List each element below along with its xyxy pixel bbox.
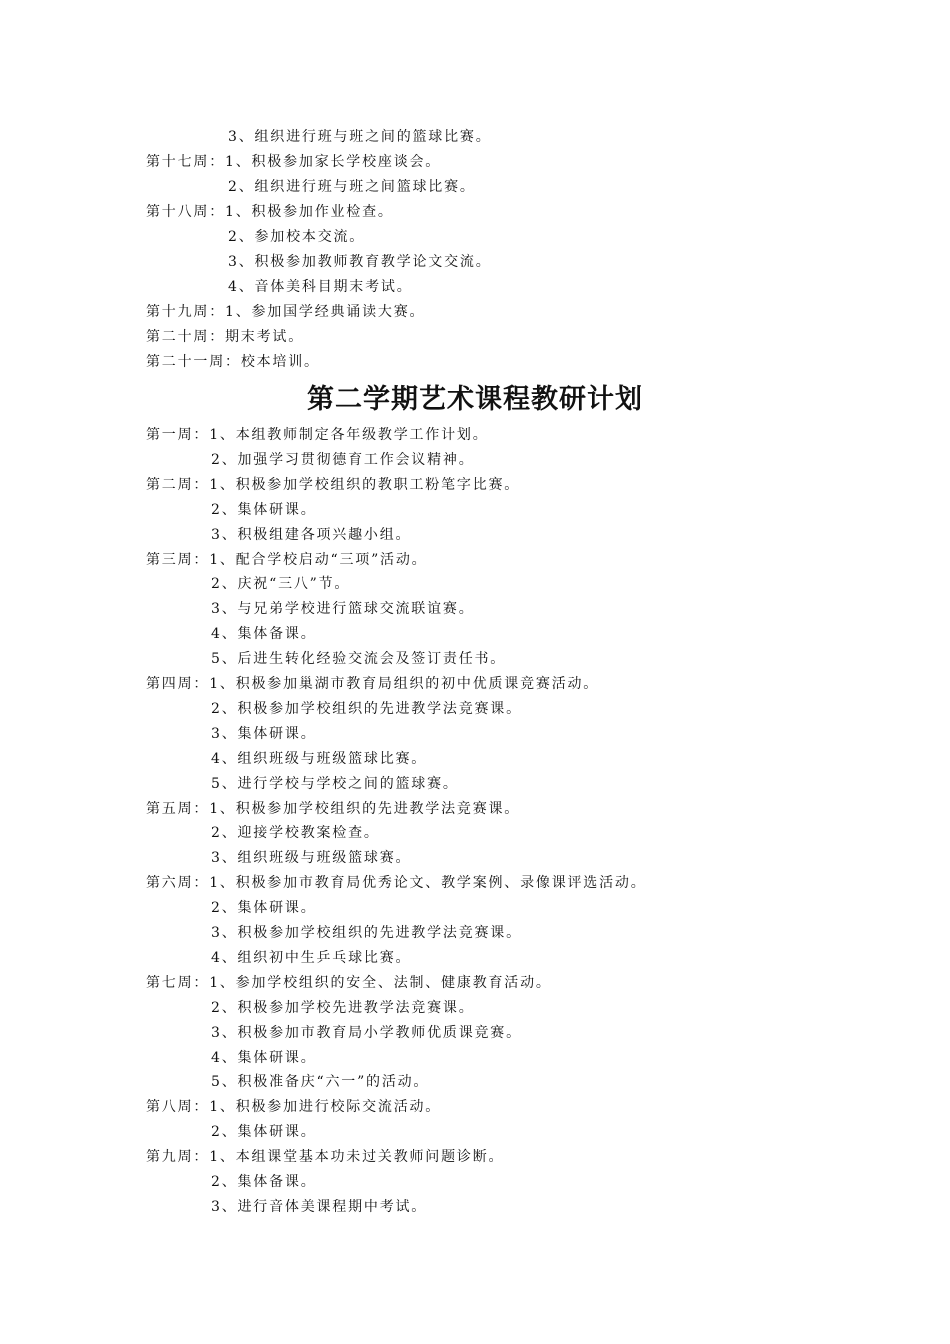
plan-item-text: 1、积极参加市教育局优秀论文、教学案例、录像课评选活动。	[209, 875, 647, 892]
plan-item-text: 2、积极参加学校先进教学法竞赛课。	[211, 999, 475, 1016]
plan-item-text: 3、积极参加教师教育教学论文交流。	[228, 254, 492, 270]
plan-item-text: 1、积极参加进行校际交流活动。	[209, 1099, 442, 1116]
week-label: 第四周：	[146, 676, 210, 692]
plan-item-text: 2、集体研课。	[211, 501, 317, 518]
plan-line	[146, 423, 489, 448]
plan-item-text: 2、庆祝“三八”节。	[211, 576, 351, 593]
plan-item-text: 3、积极参加市教育局小学教师优质课竞赛。	[211, 1024, 522, 1041]
week-label: 第二周：	[146, 476, 210, 493]
plan-item-text: 3、积极参加学校组织的先进教学法竞赛课。	[211, 925, 522, 941]
plan-item-text: 1、积极参加学校组织的先进教学法竞赛课。	[209, 800, 521, 817]
plan-item-text: 2、加强学习贯彻德育工作会议精神。	[211, 451, 475, 468]
week-label: 第六周：	[146, 875, 210, 892]
plan-item-text: 1、积极参加家长学校座谈会。	[225, 154, 442, 170]
plan-item-text: 1、积极参加学校组织的教职工粉笔字比赛。	[209, 476, 521, 493]
week-label: 第十八周：	[146, 204, 225, 220]
week-label: 第十九周：	[146, 304, 225, 320]
plan-line	[146, 200, 394, 225]
plan-item-text: 5、后进生转化经验交流会及签订责任书。	[211, 651, 507, 668]
plan-item-text: 3、与兄弟学校进行篮球交流联谊赛。	[211, 601, 475, 618]
plan-item-text: 1、配合学校启动“三项”活动。	[209, 551, 428, 568]
plan-item-text: 2、组织进行班与班之间篮球比赛。	[228, 179, 476, 195]
plan-line	[146, 797, 520, 822]
plan-item-text: 2、参加校本交流。	[228, 229, 366, 245]
plan-item-text: 3、组织班级与班级篮球赛。	[211, 850, 412, 867]
week-label: 第九周：	[146, 1149, 210, 1166]
plan-line	[146, 150, 441, 175]
plan-item-text: 3、进行音体美课程期中考试。	[211, 1198, 428, 1215]
plan-item-text: 1、本组课堂基本功未过关教师问题诊断。	[209, 1149, 505, 1166]
plan-item-text: 校本培训。	[240, 354, 320, 370]
plan-item-text: 5、积极准备庆“六一”的活动。	[211, 1074, 430, 1091]
plan-item-text: 2、集体研课。	[211, 1124, 317, 1141]
plan-item-text: 2、迎接学校教案检查。	[211, 825, 380, 842]
plan-item-text: 2、集体研课。	[211, 900, 317, 917]
plan-item-text: 4、音体美科目期末考试。	[228, 279, 413, 295]
plan-line	[146, 1095, 441, 1120]
plan-item-text: 3、积极组建各项兴趣小组。	[211, 526, 412, 543]
plan-line	[146, 548, 427, 573]
plan-item-text: 3、集体研课。	[211, 725, 317, 742]
plan-line	[146, 473, 520, 498]
week-label: 第二十一周：	[146, 354, 241, 370]
plan-line	[146, 350, 320, 375]
plan-line	[146, 871, 647, 896]
plan-line	[146, 300, 425, 325]
week-label: 第十七周：	[146, 154, 225, 170]
plan-item-text: 1、积极参加巢湖市教育局组织的初中优质课竞赛活动。	[209, 676, 600, 692]
plan-item-text: 3、组织进行班与班之间的篮球比赛。	[228, 129, 492, 145]
week-label: 第一周：	[146, 427, 210, 443]
plan-item-text: 1、参加国学经典诵读大赛。	[225, 304, 426, 320]
plan-item-text: 2、集体备课。	[211, 1174, 317, 1190]
plan-line	[146, 971, 552, 996]
plan-item-text: 4、组织班级与班级篮球比赛。	[211, 750, 428, 767]
plan-item-text: 4、组织初中生乒乓球比赛。	[211, 949, 412, 966]
plan-item-text: 期末考试。	[225, 329, 304, 345]
plan-item-text: 4、集体研课。	[211, 1049, 317, 1066]
week-label: 第八周：	[146, 1099, 210, 1116]
plan-item-text: 1、本组教师制定各年级教学工作计划。	[209, 427, 489, 443]
week-label: 第二十周：	[146, 329, 225, 345]
plan-item-text: 1、参加学校组织的安全、法制、健康教育活动。	[209, 974, 552, 991]
week-label: 第七周：	[146, 974, 210, 991]
plan-line	[146, 672, 599, 697]
week-label: 第五周：	[146, 800, 210, 817]
plan-item-text: 1、积极参加作业检查。	[225, 204, 394, 220]
plan-line	[146, 325, 304, 350]
plan-item-text: 4、集体备课。	[211, 626, 317, 643]
plan-line	[146, 1145, 504, 1170]
plan-item-text: 2、积极参加学校组织的先进教学法竞赛课。	[211, 700, 522, 717]
section-heading: 第二学期艺术课程教研计划	[307, 384, 643, 415]
week-label: 第三周：	[146, 551, 210, 568]
plan-item-text: 5、进行学校与学校之间的篮球赛。	[211, 775, 459, 792]
